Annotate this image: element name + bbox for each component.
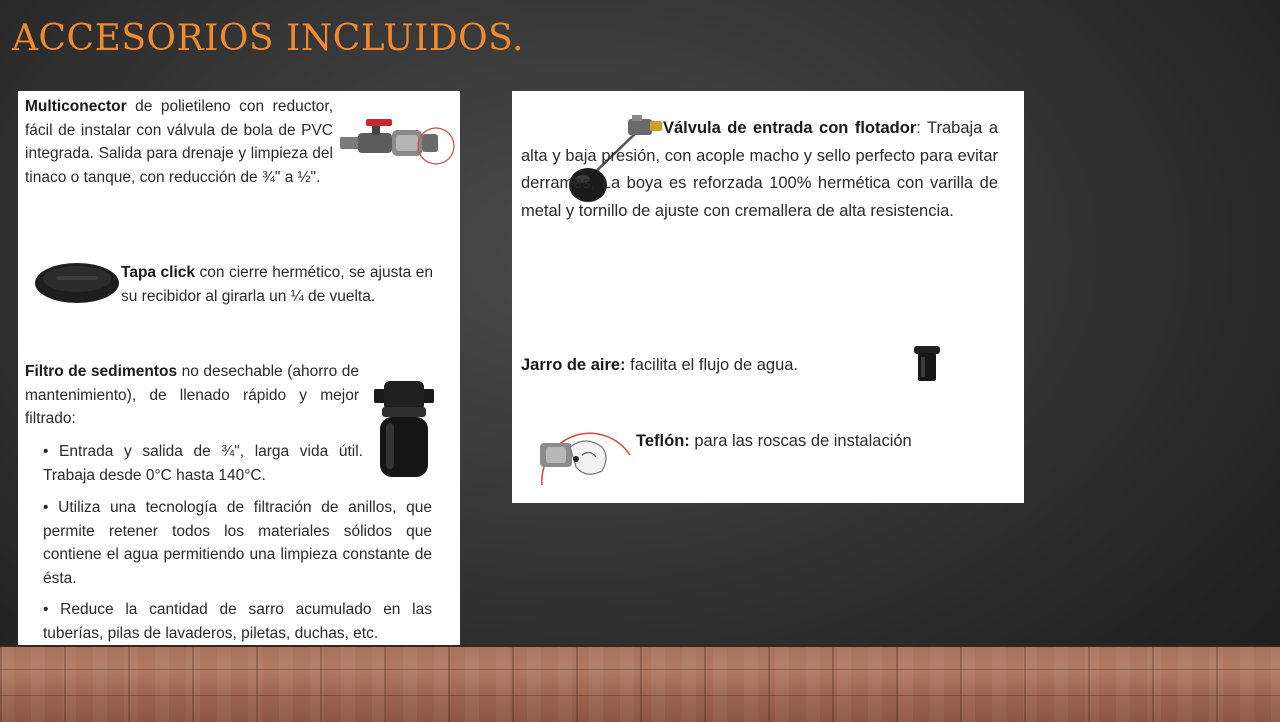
tapa-click-text: con cierre hermético, se ajusta en su recibidor al girarla un ¼ de vuelta.	[121, 264, 434, 305]
floor-plank-line	[0, 669, 1280, 670]
valvula-name: Válvula de entrada con flotador	[663, 119, 917, 137]
jarro-name: Jarro de aire:	[521, 356, 626, 374]
teflon-description	[636, 429, 1006, 453]
valvula-text: : Trabaja a alta y baja presión, con acople macho y sello perfecto para evitar derrames, La boya es reforzada 100% hermética con varilla de metal y tornillo de ajuste con cremallera de alta resistencia.	[521, 119, 998, 220]
teflon-icon	[534, 417, 634, 485]
filtro-bullet-2: • Utiliza una tecnología de filtración de anillos, que permite retener todos los materiales sólidos que contiene el agua permitiendo una limpieza constante de ésta.	[43, 499, 432, 587]
tapa-click-description	[121, 261, 433, 308]
right-accessories-panel	[512, 91, 1024, 503]
valvula-description	[521, 115, 998, 225]
filtro-sedimentos-icon	[370, 373, 438, 481]
slide-title: ACCESORIOS INCLUIDOS.	[12, 18, 524, 59]
multiconector-icon	[336, 115, 456, 171]
multiconector-name: Multiconector	[25, 98, 127, 115]
filtro-bullet-1: • Entrada y salida de ¾", larga vida útil. Trabaja desde 0°C hasta 140°C.	[43, 443, 363, 484]
tapa-click-name: Tapa click	[121, 264, 195, 281]
jarro-description	[521, 353, 901, 377]
filtro-name: Filtro de sedimentos	[25, 363, 178, 380]
left-accessories-panel	[18, 91, 460, 653]
jarro-aire-icon	[912, 344, 942, 384]
filtro-bullet-3: • Reduce la cantidad de sarro acumulado en las tuberías, pilas de lavaderos, piletas, duchas, etc.	[43, 601, 432, 642]
filtro-description	[25, 360, 359, 431]
floor-plank-line	[0, 695, 1280, 696]
teflon-name: Teflón:	[636, 432, 690, 450]
filtro-text: no desechable (ahorro de mantenimiento), de llenado rápido y mejor filtrado:	[25, 363, 359, 427]
teflon-text: para las roscas de instalación	[689, 432, 912, 450]
wooden-floor	[0, 645, 1280, 722]
jarro-text: facilita el flujo de agua.	[625, 356, 799, 374]
tapa-click-icon	[32, 259, 122, 307]
multiconector-text: de polietileno con reductor, fácil de instalar con válvula de bola de PVC integrada. Salida para drenaje y limpieza del tinaco o tanque, con reducción de ¾" a ½".	[25, 98, 333, 186]
multiconector-description	[25, 95, 333, 189]
